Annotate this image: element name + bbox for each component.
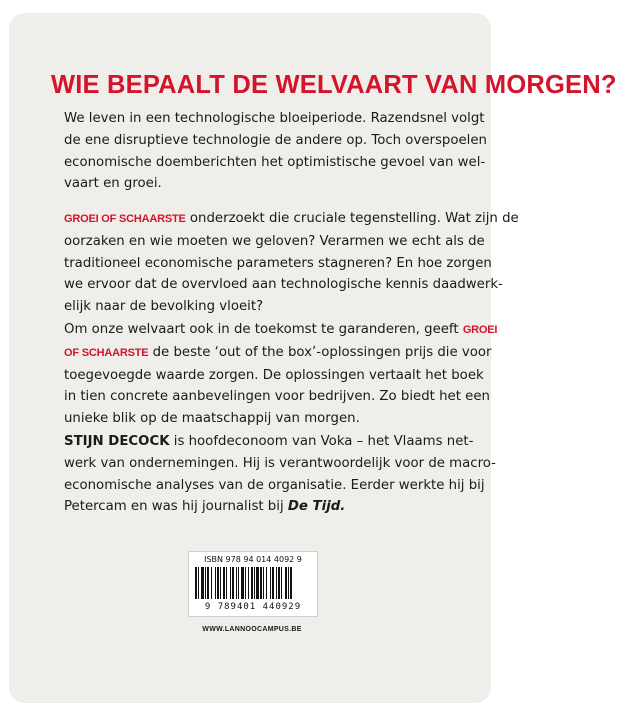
solutions-line: unieke blik op de maatschappij van morgen.	[64, 411, 360, 427]
book-title-ref: GROEI OF SCHAARSTE	[64, 213, 186, 225]
author-line	[64, 431, 474, 453]
question-line: elijk naar de bevolking vloeit?	[64, 299, 264, 315]
book-title-ref: OF SCHAARSTE	[64, 346, 149, 359]
newspaper-name: De Tijd.	[287, 499, 346, 515]
solutions-line	[64, 319, 498, 342]
isbn-label: ISBN 978 94 014 4092 9	[204, 555, 302, 564]
author-line: werk van ondernemingen. Hij is verantwoordelijk voor de macro-	[64, 455, 496, 471]
solutions-paragraph	[64, 319, 498, 430]
intro-paragraph	[64, 108, 487, 195]
solutions-line: in tien concrete aanbevelingen voor bedrijven. Zo biedt het een	[64, 389, 490, 405]
question-line	[64, 208, 519, 231]
solutions-line	[64, 342, 492, 365]
solutions-line-text: de beste ‘out of the box’-oplossingen prijs die voor	[148, 344, 492, 360]
intro-line: We leven in een technologische bloeiperiode. Razendsnel volgt	[64, 111, 485, 126]
back-cover-heading: WIE BEPAALT DE WELVAART VAN MORGEN?	[51, 71, 617, 99]
author-line-text: is hoofdeconoom van Voka – het Vlaams net-	[169, 434, 474, 449]
question-paragraph	[64, 208, 519, 318]
barcode-digits: 9 789401 440929	[204, 602, 302, 612]
author-line-text: Petercam en was hij journalist bij	[64, 499, 288, 515]
question-line: oorzaken en wie moeten we geloven? Verarmen we echt als de	[64, 233, 485, 249]
book-title-ref: GROEI	[462, 324, 498, 336]
solutions-line-text: Om onze welvaart ook in de toekomst te garanderen, geeft	[64, 322, 463, 337]
author-line: economische analyses van de organisatie. Eerder werkte hij bij	[64, 477, 485, 493]
author-paragraph	[64, 431, 496, 518]
author-line	[64, 496, 474, 518]
author-name: STIJN DECOCK	[64, 434, 170, 449]
barcode-bars	[195, 567, 311, 599]
solutions-line: toegevoegde waarde zorgen. De oplossingen vertaalt het boek	[64, 367, 484, 383]
isbn-barcode	[188, 551, 318, 617]
question-line: we ervoor dat de overvloed aan technologische kennis daadwerk-	[64, 277, 503, 293]
question-line: traditioneel economische parameters stagneren? En hoe zorgen	[64, 255, 492, 271]
intro-line: economische doemberichten het optimistische gevoel van wel-	[64, 154, 486, 170]
question-line-text: onderzoekt die cruciale tegenstelling. Wat zijn de	[185, 211, 519, 226]
intro-line: vaart en groei.	[64, 176, 162, 192]
publisher-website: WWW.LANNOOCAMPUS.BE	[202, 626, 302, 633]
intro-line: de ene disruptieve technologie de andere op. Toch overspoelen	[64, 132, 487, 148]
